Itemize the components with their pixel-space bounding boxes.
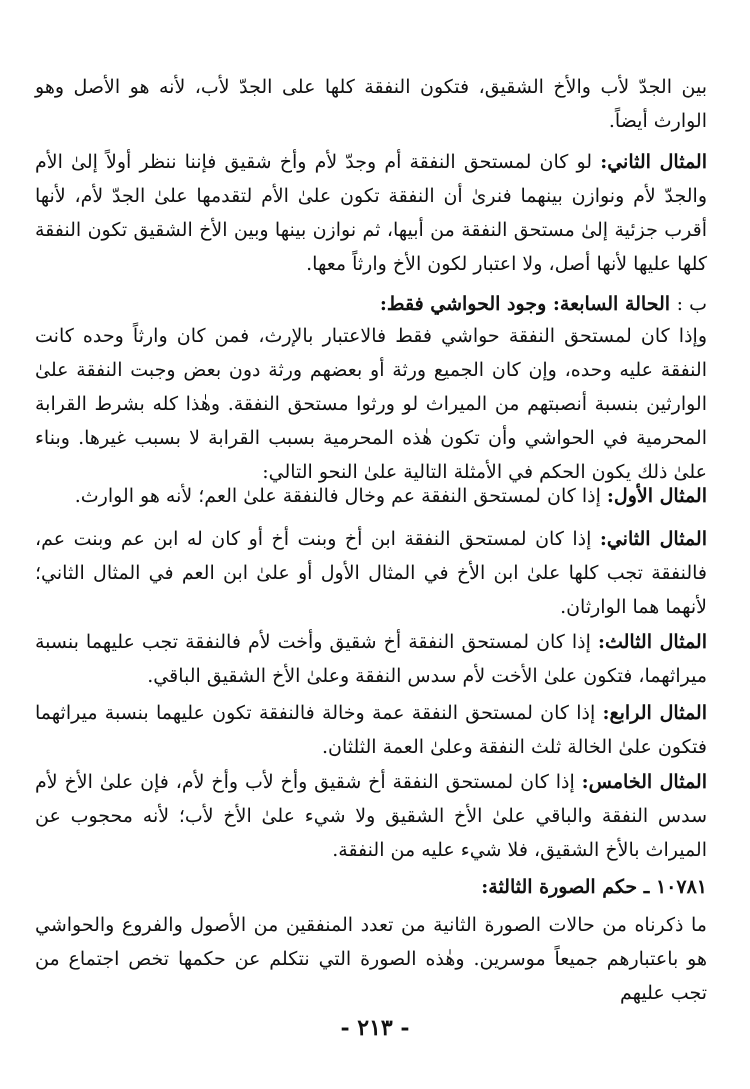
paragraph-9: ما ذكرناه من حالات الصورة الثانية من تعدد المنفقين من الأصول والفروع والحواشي هو باعتبارهم جميعاً موسرين. وهٰذه الصورة التي نتكلم عن حكمها تخص اجتماع من تجب عليهم bbox=[35, 914, 707, 1004]
paragraph-3: وإذا كان لمستحق النفقة حواشي فقط فالاعتبار بالإرث، فمن كان وارثاً وحده كانت النفقة عليه وحده، وإن كان الجميع ورثة أو بعضهم ورثة دون بعض وجبت النفقة علىٰ الوارثين بنسبة أنصبتهم من الميراث لو ورثوا مستحق النفقة. وهٰذا كله بشرط القرابة المحرمية في الحواشي وأن تكون هٰذه المحرمية بسبب القرابة لا بسبب غيرها. وبناء علىٰ ذلك يكون الحكم في الأمثلة التالية علىٰ النحو التالي: bbox=[35, 325, 707, 483]
example-text: إذا كان لمستحق النفقة عمة وخالة فالنفقة تكون عليهما بنسبة ميراثهما فتكون علىٰ الخالة ثلث النفقة وعلىٰ العمة الثلثان. bbox=[35, 702, 707, 758]
example-text: إذا كان لمستحق النفقة أخ شقيق وأخت لأم فالنفقة تجب عليهما بنسبة ميراثهما، فتكون علىٰ الأخت لأم سدس النفقة وعلىٰ الأخ الشقيق الباقي. bbox=[35, 631, 707, 687]
example-text: إذا كان لمستحق النفقة ابن أخ وبنت أخ أو كان له ابن عم وبنت عم، فالنفقة تجب كلها علىٰ ابن الأخ في المثال الأول أو علىٰ ابن العم في المثال الثاني؛ لأنهما هما الوارثان. bbox=[35, 528, 707, 618]
example-label: المثال الخامس: bbox=[581, 771, 708, 793]
example-text: إذا كان لمستحق النفقة أخ شقيق وأخ لأب وأخ لأم، فإن علىٰ الأخ لأم سدس النفقة والباقي علىٰ الأخ الشقيق ولا شيء علىٰ الأخ لأب؛ لأنه محجوب عن الميراث بالأخ الشقيق، فلا شيء عليه من النفقة. bbox=[35, 771, 707, 861]
document-page bbox=[35, 0, 707, 1089]
example-paragraph-third bbox=[35, 625, 707, 693]
example-paragraph-first bbox=[35, 479, 707, 513]
heading-prefix: ب : bbox=[676, 293, 707, 315]
example-label: المثال الثاني: bbox=[599, 528, 707, 550]
page-number: - ٢١٣ - bbox=[340, 1015, 410, 1041]
section-heading-seventh-case bbox=[35, 287, 707, 321]
example-paragraph-fourth bbox=[35, 696, 707, 764]
section-heading-third-form: ١٠٧٨١ ـ حكم الصورة الثالثة: bbox=[481, 876, 707, 898]
example-paragraph-fifth bbox=[35, 765, 707, 867]
heading-text: الحالة السابعة: وجود الحواشي فقط: bbox=[379, 293, 677, 315]
example-paragraph-second bbox=[35, 522, 707, 624]
example-label: المثال الثاني: bbox=[600, 151, 707, 173]
example-text: إذا كان لمستحق النفقة عم وخال فالنفقة علىٰ العم؛ لأنه هو الوارث. bbox=[74, 485, 607, 507]
example-paragraph-2 bbox=[35, 145, 707, 281]
example-label: المثال الرابع: bbox=[602, 702, 707, 724]
example-label: المثال الأول: bbox=[606, 485, 707, 507]
example-text: لو كان لمستحق النفقة أم وجدّ لأم وأخ شقيق فإننا ننظر أولاً إلىٰ الأم والجدّ لأم ونوازن بينهما فنرىٰ أن النفقة تكون علىٰ الأم لتقدمها علىٰ الجدّ لأم، لأنها أقرب جزئية إلىٰ مستحق النفقة من أبيها، ثم نوازن بينها وبين الأخ الشقيق تكون النفقة كلها عليها لأنها أصل، ولا اعتبار لكون الأخ وارثاً معها. bbox=[35, 151, 707, 275]
example-label: المثال الثالث: bbox=[597, 631, 707, 653]
paragraph-1: بين الجدّ لأب والأخ الشقيق، فتكون النفقة كلها على الجدّ لأب، لأنه هو الأصل وهو الوارث أيضاً. bbox=[35, 76, 707, 132]
